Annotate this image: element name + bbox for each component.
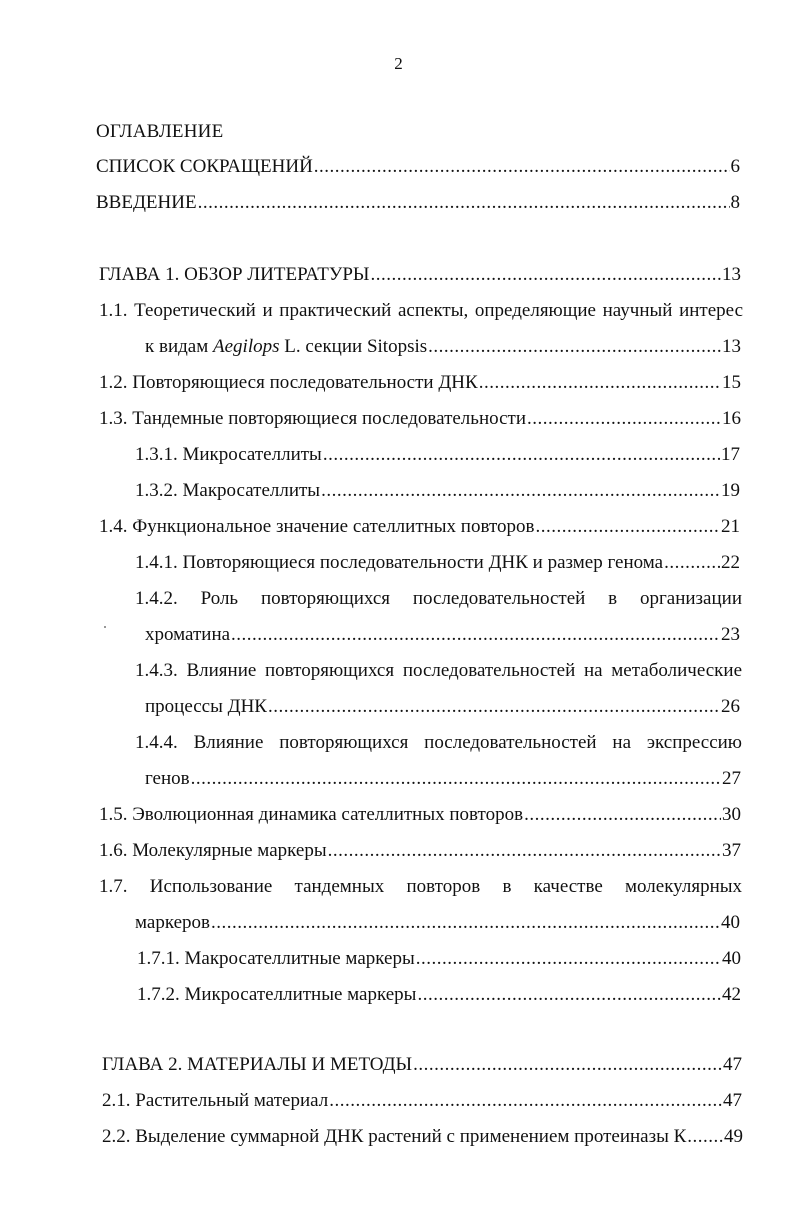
toc-entry-title-continued: генов (145, 768, 190, 789)
dot-leader (314, 154, 730, 180)
toc-entry-title: 1.2. Повторяющиеся последовательности ДНК (99, 372, 478, 393)
dot-leader (198, 190, 730, 216)
toc-entry-page: 26 (721, 696, 740, 717)
toc-entry-title: 1.3.2. Макросателлиты (135, 480, 321, 501)
toc-entry-page: 13 (722, 336, 741, 357)
toc-entry-page: 27 (722, 768, 741, 789)
toc-entry-1-1-line1 (99, 298, 743, 324)
dot-leader (479, 370, 721, 396)
toc-entry-page: 16 (722, 408, 741, 429)
toc-entry-chapter-2 (102, 1052, 742, 1078)
toc-entry-1-7-2 (137, 982, 741, 1008)
toc-entry-title: 1.4.4. Влияние повторяющихся последовательностей на экспрессию (135, 732, 742, 753)
dot-leader (211, 910, 720, 936)
toc-entry-2-2 (102, 1124, 743, 1150)
toc-entry-page: 21 (721, 516, 740, 537)
toc-entry-page: 40 (721, 912, 740, 933)
toc-entry-title: 1.7.2. Микросателлитные маркеры (137, 984, 417, 1005)
scan-speck (104, 626, 106, 628)
dot-leader (428, 334, 721, 360)
dot-leader (191, 766, 721, 792)
toc-entry-page: 30 (722, 804, 741, 825)
dot-leader (321, 478, 720, 504)
toc-entry-page: 8 (730, 192, 740, 213)
toc-entry-1-4-4-line1 (135, 730, 742, 756)
toc-entry-title: 1.4.3. Влияние повторяющихся последовательностей на метаболические (135, 660, 742, 681)
dot-leader (536, 514, 721, 540)
dot-leader (524, 802, 721, 828)
dot-leader (417, 982, 721, 1008)
toc-entry-title: 1.4. Функциональное значение сателлитных повторов (99, 516, 535, 537)
genus-name: Aegilops (213, 336, 280, 357)
toc-entry-title: ГЛАВА 1. ОБЗОР ЛИТЕРАТУРЫ (99, 264, 370, 285)
toc-entry-title-continued: хроматина (145, 624, 231, 645)
toc-entry-page: 19 (721, 480, 740, 501)
dot-leader (664, 550, 720, 576)
toc-entry-introduction (96, 190, 740, 216)
toc-entry-1-7-1 (137, 946, 741, 972)
toc-entry-1-4-2-line2 (145, 622, 740, 648)
toc-entry-page: 47 (723, 1090, 742, 1111)
toc-entry-title: 1.6. Молекулярные маркеры (99, 840, 327, 861)
toc-entry-title-continued (145, 334, 427, 360)
toc-entry-1-3-2 (135, 478, 740, 504)
toc-entry-title: 1.3. Тандемные повторяющиеся последовательности (99, 408, 526, 429)
toc-entry-1-4-3-line1 (135, 658, 742, 684)
dot-leader (687, 1124, 723, 1150)
toc-entry-page: 37 (722, 840, 741, 861)
dot-leader (231, 622, 720, 648)
toc-entry-page: 49 (724, 1126, 743, 1147)
toc-entry-1-3-1 (135, 442, 740, 468)
toc-entry-chapter-1 (99, 262, 741, 288)
toc-entry-1-6 (99, 838, 741, 864)
dot-leader (416, 946, 721, 972)
toc-entry-title: СПИСОК СОКРАЩЕНИЙ (96, 156, 313, 177)
toc-entry-title: 1.7. Использование тандемных повторов в качестве молекулярных (99, 876, 742, 897)
toc-entry-title: ВВЕДЕНИЕ (96, 192, 197, 213)
dot-leader (371, 262, 722, 288)
toc-entry-title: 1.1. Теоретический и практический аспекты, определяющие научный интерес (99, 300, 743, 321)
dot-leader (268, 694, 720, 720)
toc-entry-1-7-line1 (99, 874, 742, 900)
toc-entry-1-5 (99, 802, 741, 828)
toc-entry-title: 2.2. Выделение суммарной ДНК растений с применением протеиназы К (102, 1126, 687, 1147)
title-prefix: к видам (145, 336, 213, 357)
toc-entry-1-4-1 (135, 550, 740, 576)
dot-leader (413, 1052, 722, 1078)
toc-entry-abbreviations (96, 154, 740, 180)
toc-entry-title: 1.4.2. Роль повторяющихся последовательностей в организации (135, 588, 742, 609)
toc-entry-2-1 (102, 1088, 742, 1114)
toc-entry-1-4-4-line2 (145, 766, 741, 792)
toc-entry-1-2 (99, 370, 741, 396)
dot-leader (328, 838, 721, 864)
toc-entry-page: 15 (722, 372, 741, 393)
toc-entry-title-continued: маркеров (135, 912, 210, 933)
toc-entry-1-7-line2 (135, 910, 740, 936)
toc-entry-page: 17 (721, 444, 740, 465)
toc-entry-1-1-line2 (145, 334, 741, 360)
dot-leader (329, 1088, 722, 1114)
dot-leader (527, 406, 721, 432)
toc-heading: ОГЛАВЛЕНИЕ (96, 121, 224, 142)
toc-entry-title: 2.1. Растительный материал (102, 1090, 329, 1111)
toc-entry-1-4 (99, 514, 740, 540)
toc-entry-title-continued: процессы ДНК (145, 696, 267, 717)
page-number: 2 (394, 54, 403, 73)
toc-entry-page: 47 (723, 1054, 742, 1075)
toc-entry-title: 1.7.1. Макросателлитные маркеры (137, 948, 415, 969)
dot-leader (323, 442, 720, 468)
toc-entry-1-4-2-line1 (135, 586, 742, 612)
toc-entry-1-3 (99, 406, 741, 432)
toc-entry-title: ГЛАВА 2. МАТЕРИАЛЫ И МЕТОДЫ (102, 1054, 413, 1075)
toc-entry-title: 1.5. Эволюционная динамика сателлитных повторов (99, 804, 524, 825)
toc-entry-1-4-3-line2 (145, 694, 740, 720)
toc-entry-title: 1.3.1. Микросателлиты (135, 444, 322, 465)
toc-entry-page: 13 (722, 264, 741, 285)
title-suffix: L. секции Sitopsis (279, 336, 428, 357)
toc-entry-page: 22 (721, 552, 740, 573)
toc-entry-page: 40 (722, 948, 741, 969)
toc-entry-page: 42 (722, 984, 741, 1005)
toc-entry-page: 6 (730, 156, 740, 177)
toc-entry-title: 1.4.1. Повторяющиеся последовательности ДНК и размер генома (135, 552, 664, 573)
toc-entry-page: 23 (721, 624, 740, 645)
